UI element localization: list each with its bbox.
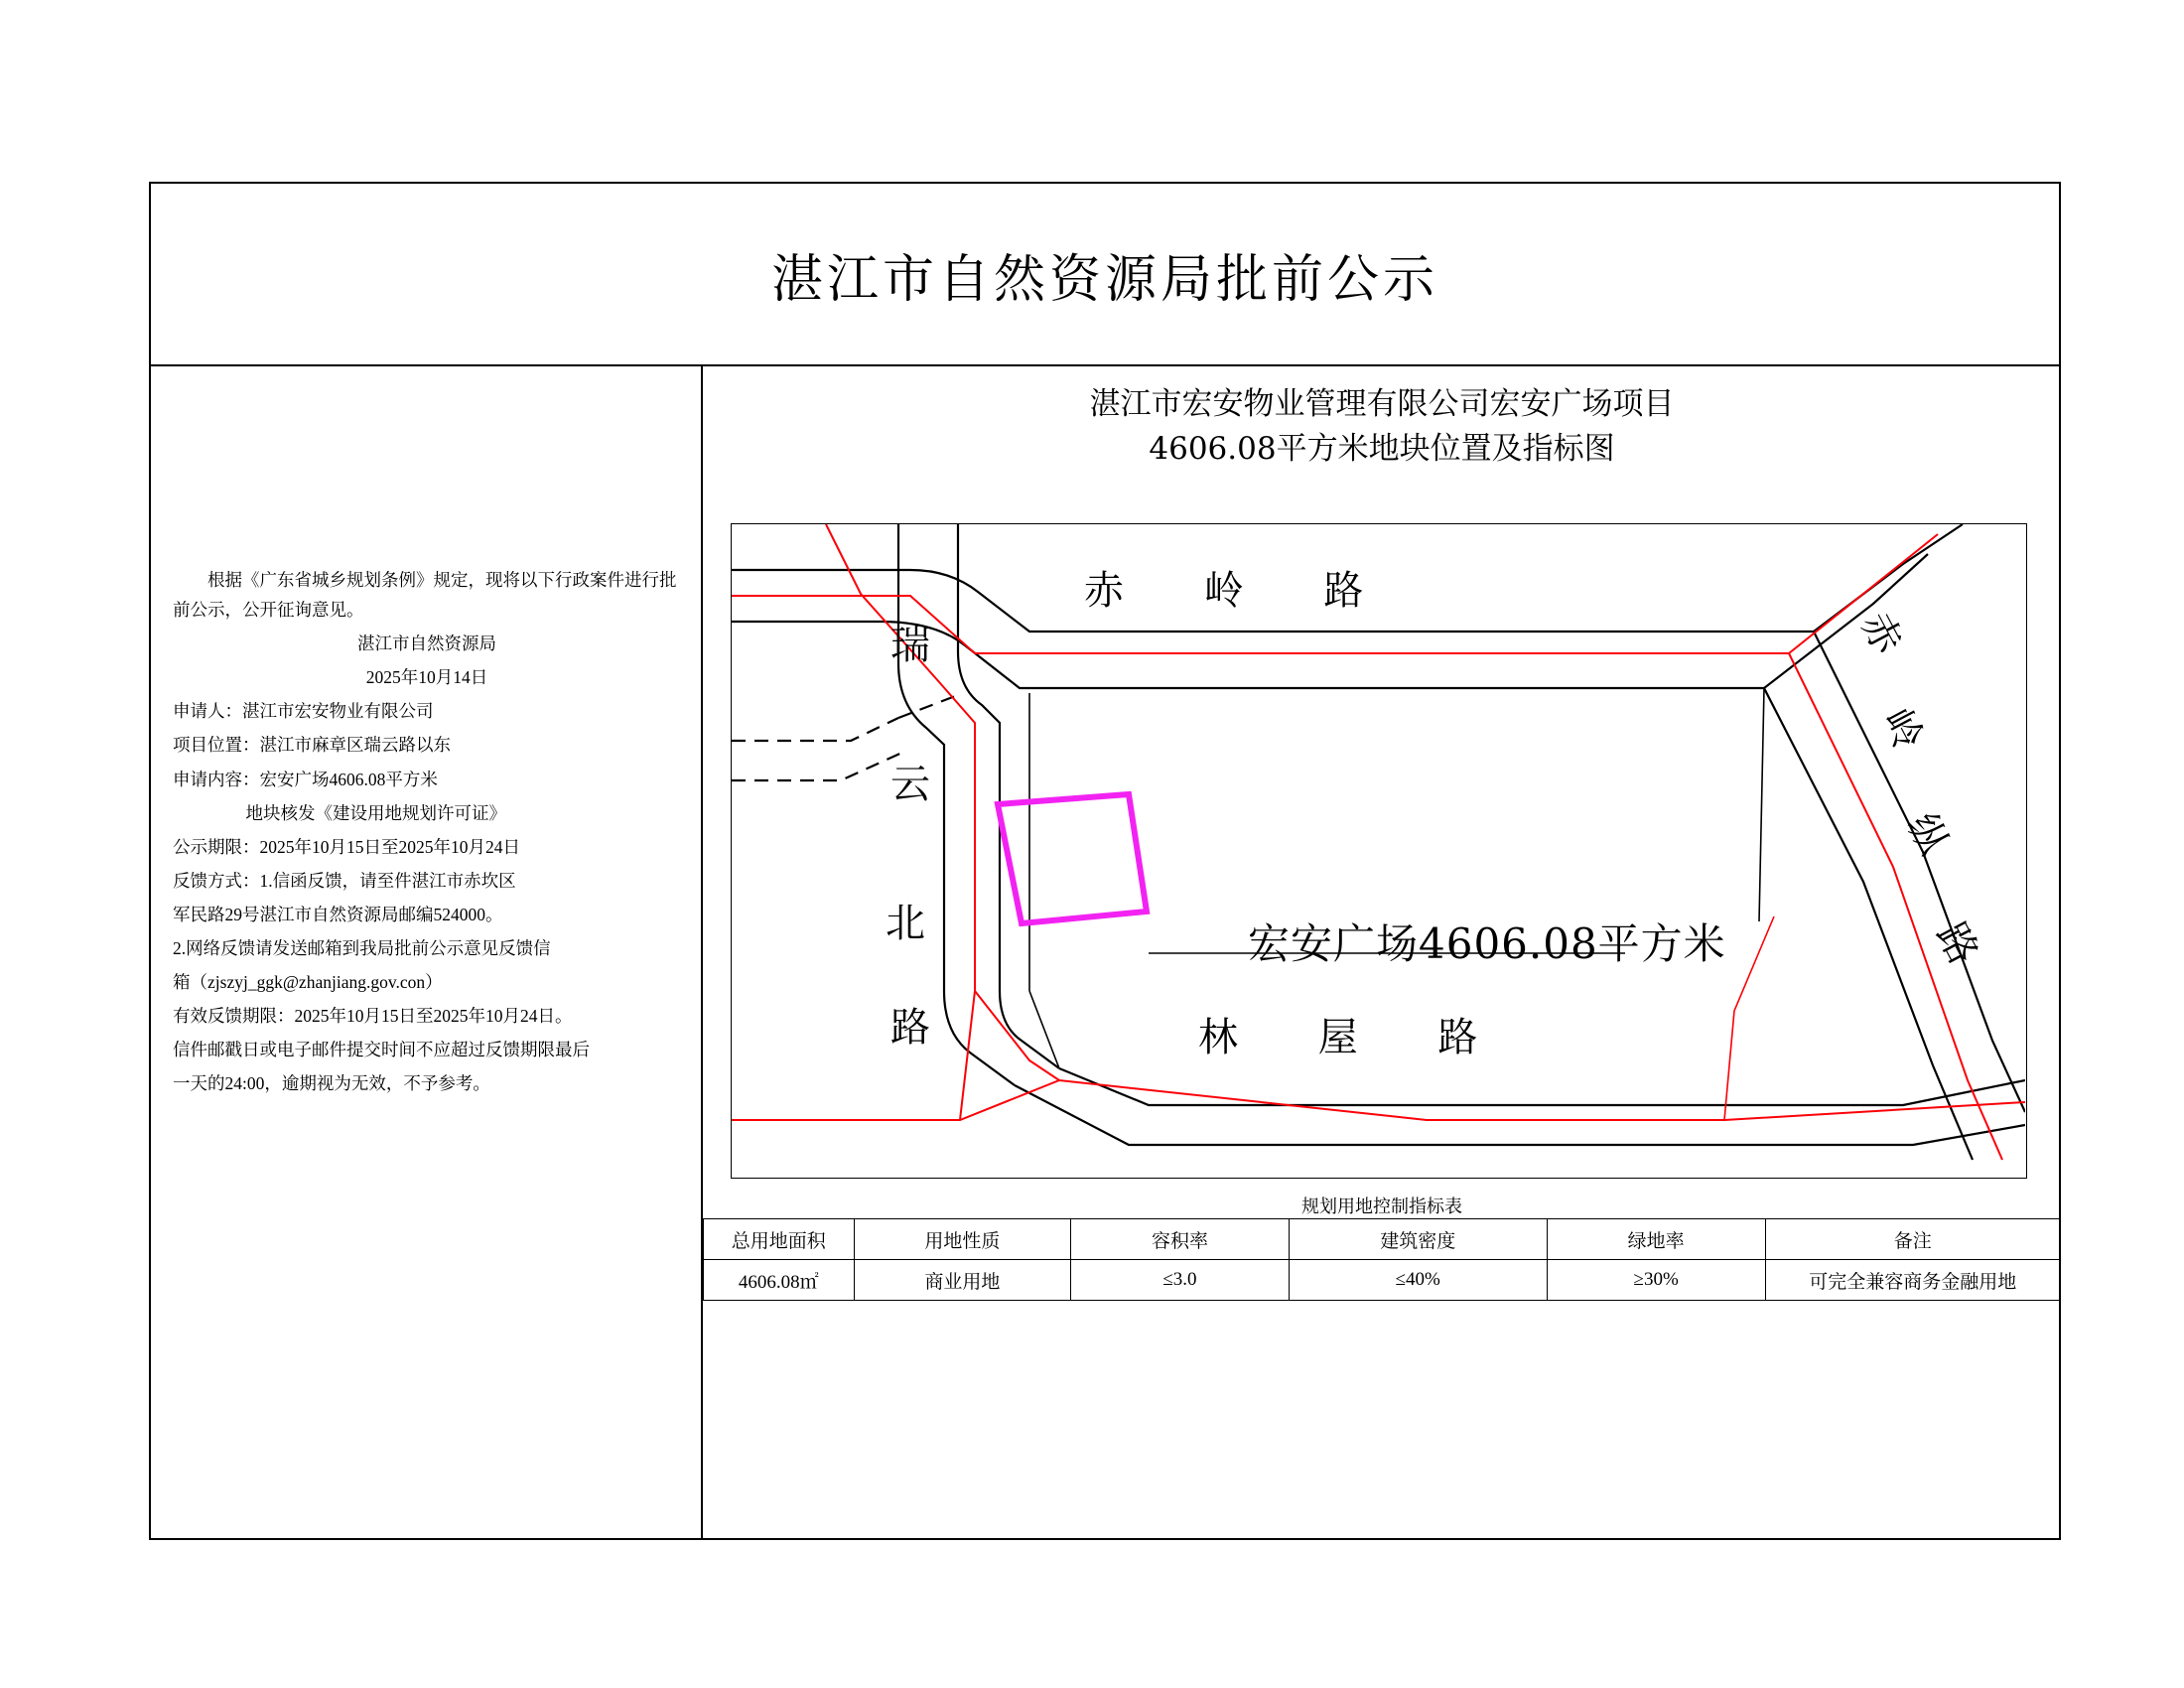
map-figure — [731, 523, 2027, 1179]
valid-period-value: 2025年10月15日至2025年10月24日。 — [294, 1006, 573, 1027]
th-building-density: 建筑密度 — [1289, 1219, 1547, 1260]
th-far: 容积率 — [1071, 1219, 1289, 1260]
feedback-line-1: 1.信函反馈，请至件湛江市赤坎区 — [259, 870, 516, 891]
notice-text — [173, 565, 681, 1103]
road-label-ruiyunbei-2: 云 — [890, 762, 930, 807]
parcel-label: 宏安广场4606.08平方米 — [1248, 919, 1726, 968]
td-remarks: 可完全兼容商务金融用地 — [1765, 1260, 2060, 1301]
table-header-row — [704, 1219, 2061, 1260]
map-drawing — [732, 524, 2025, 1177]
td-land-use: 商业用地 — [854, 1260, 1071, 1301]
indicator-table — [703, 1218, 2061, 1301]
td-total-area: 4606.08㎡ — [704, 1260, 855, 1301]
applicant-label: 申请人： — [173, 701, 242, 722]
feedback-label: 反馈方式： — [173, 870, 260, 891]
map-title-line-2: 4606.08平方米地块位置及指标图 — [1149, 430, 1615, 467]
location-value: 湛江市麻章区瑞云路以东 — [259, 735, 451, 756]
map-column — [703, 366, 2061, 1538]
road-label-linwu: 林 屋 路 — [1198, 1015, 1512, 1060]
th-total-area: 总用地面积 — [704, 1219, 855, 1260]
publicity-period-label: 公示期限： — [173, 836, 260, 857]
content-label: 申请内容： — [173, 769, 260, 789]
road-label-ruiyunbei-4: 路 — [890, 1005, 930, 1051]
content-value: 宏安广场4606.08平方米 — [259, 769, 438, 789]
notice-issuer: 湛江市自然资源局 — [357, 633, 496, 654]
road-label-chilingzong-4: 路 — [1927, 914, 1987, 972]
valid-note-1: 信件邮戳日或电子邮件提交时间不应超过反馈期限最后 — [173, 1040, 590, 1060]
road-label-chilingzong-2: 岭 — [1872, 701, 1932, 758]
th-remarks: 备注 — [1765, 1219, 2060, 1260]
page-title: 湛江市自然资源局批前公示 — [770, 249, 1438, 310]
applicant-value: 湛江市宏安物业有限公司 — [242, 701, 434, 722]
th-land-use: 用地性质 — [854, 1219, 1071, 1260]
table-caption: 规划用地控制指标表 — [1301, 1196, 1462, 1216]
td-green-ratio: ≥30% — [1547, 1260, 1765, 1301]
road-label-chiling: 赤 岭 路 — [1084, 568, 1398, 614]
table-row — [704, 1260, 2061, 1301]
title-band — [151, 184, 2059, 366]
document-frame — [149, 182, 2061, 1540]
location-label: 项目位置： — [173, 735, 260, 756]
td-far: ≤3.0 — [1071, 1260, 1289, 1301]
notice-intro: 根据《广东省城乡规划条例》规定，现将以下行政案件进行批前公示，公开征询意见。 — [173, 570, 677, 621]
road-label-chilingzong-1: 赤 — [1851, 605, 1911, 662]
valid-note-2: 一天的24:00，逾期视为无效，不予参考。 — [173, 1073, 490, 1094]
road-label-ruiyunbei-3: 北 — [886, 901, 925, 946]
feedback-line-4: 箱（zjszyj_ggk@zhanjiang.gov.con） — [173, 972, 443, 993]
road-label-ruiyunbei-1: 瑞 — [890, 623, 930, 668]
notice-column — [151, 366, 703, 1538]
feedback-line-3: 2.网络反馈请发送邮箱到我局批前公示意见反馈信 — [173, 938, 551, 959]
th-green-ratio: 绿地率 — [1547, 1219, 1765, 1260]
road-label-chilingzong-3: 纵 — [1897, 805, 1958, 863]
valid-period-label: 有效反馈期限： — [173, 1006, 295, 1027]
map-title — [703, 382, 2061, 472]
feedback-line-2: 军民路29号湛江市自然资源局邮编524000。 — [173, 904, 503, 924]
notice-issue-date: 2025年10月14日 — [365, 667, 488, 688]
map-title-line-1: 湛江市宏安物业管理有限公司宏安广场项目 — [1089, 386, 1675, 422]
content-value-2: 地块核发《建设用地规划许可证》 — [245, 802, 506, 823]
publicity-period-value: 2025年10月15日至2025年10月24日 — [259, 836, 520, 857]
td-building-density: ≤40% — [1289, 1260, 1547, 1301]
